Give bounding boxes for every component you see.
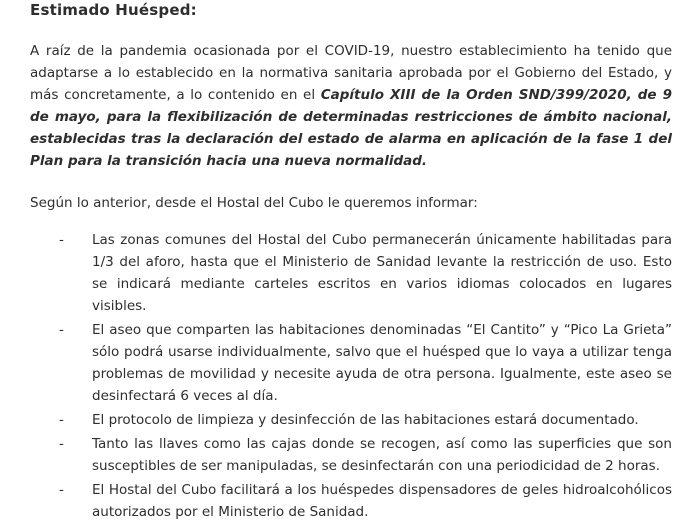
salutation-heading: Estimado Huésped: bbox=[30, 1, 197, 19]
inform-line: Según lo anterior, desde el Hostal del Cubo le queremos informar: bbox=[30, 195, 478, 211]
list-item bbox=[30, 229, 672, 317]
list-item bbox=[30, 433, 672, 477]
bullet-text: Las zonas comunes del Hostal del Cubo permanecerán únicamente habilitadas para 1/3 del aforo, hasta que el Ministerio de Sanidad levante la restricción de uso. Esto se indicará mediante carteles escritos en varios idiomas colocados en lugares visibles. bbox=[92, 232, 672, 314]
bullet-text: El protocolo de limpieza y desinfección de las habitaciones estará documentado. bbox=[92, 412, 639, 428]
list-item bbox=[30, 479, 672, 523]
bullet-text: Tanto las llaves como las cajas donde se recogen, así como las superficies que son susceptibles de ser manipuladas, se desinfectarán con una periodicidad de 2 horas. bbox=[92, 436, 672, 474]
intro-paragraph-normal-text: A raíz de la pandemia ocasionada por el COVID-19, nuestro establecimiento ha tenido que adaptarse a lo establecido en la normativa sanitaria aprobada por el Gobierno del Estado, y más concretamente, a lo contenido en el bbox=[30, 43, 672, 103]
bullet-marker: - bbox=[59, 322, 64, 338]
list-item bbox=[30, 409, 672, 431]
list-item bbox=[30, 319, 672, 407]
measures-list bbox=[30, 229, 672, 523]
bullet-marker: - bbox=[59, 436, 64, 452]
intro-paragraph bbox=[30, 40, 672, 172]
regulation-reference-emphasis: Capítulo XIII de la Orden SND/399/2020, de 9 de mayo, para la flexibilización de determinadas restricciones de ámbito nacional, establecidas tras la declaración del estado de alarma en aplicación de la fase 1 del Plan para la transición hacia una nueva normalidad. bbox=[30, 87, 672, 169]
bullet-text: El aseo que comparten las habitaciones denominadas “El Cantito” y “Pico La Grieta” sólo podrá usarse individualmente, salvo que el huésped que lo vaya a utilizar tenga problemas de movilidad y necesite ayuda de otra persona. Igualmente, este aseo se desinfectará 6 veces al día. bbox=[92, 322, 672, 404]
bullet-text: El Hostal del Cubo facilitará a los huéspedes dispensadores de geles hidroalcohólicos autorizados por el Ministerio de Sanidad. bbox=[92, 482, 672, 520]
bullet-marker: - bbox=[59, 412, 64, 428]
bullet-marker: - bbox=[59, 232, 64, 248]
bullet-marker: - bbox=[59, 482, 64, 498]
